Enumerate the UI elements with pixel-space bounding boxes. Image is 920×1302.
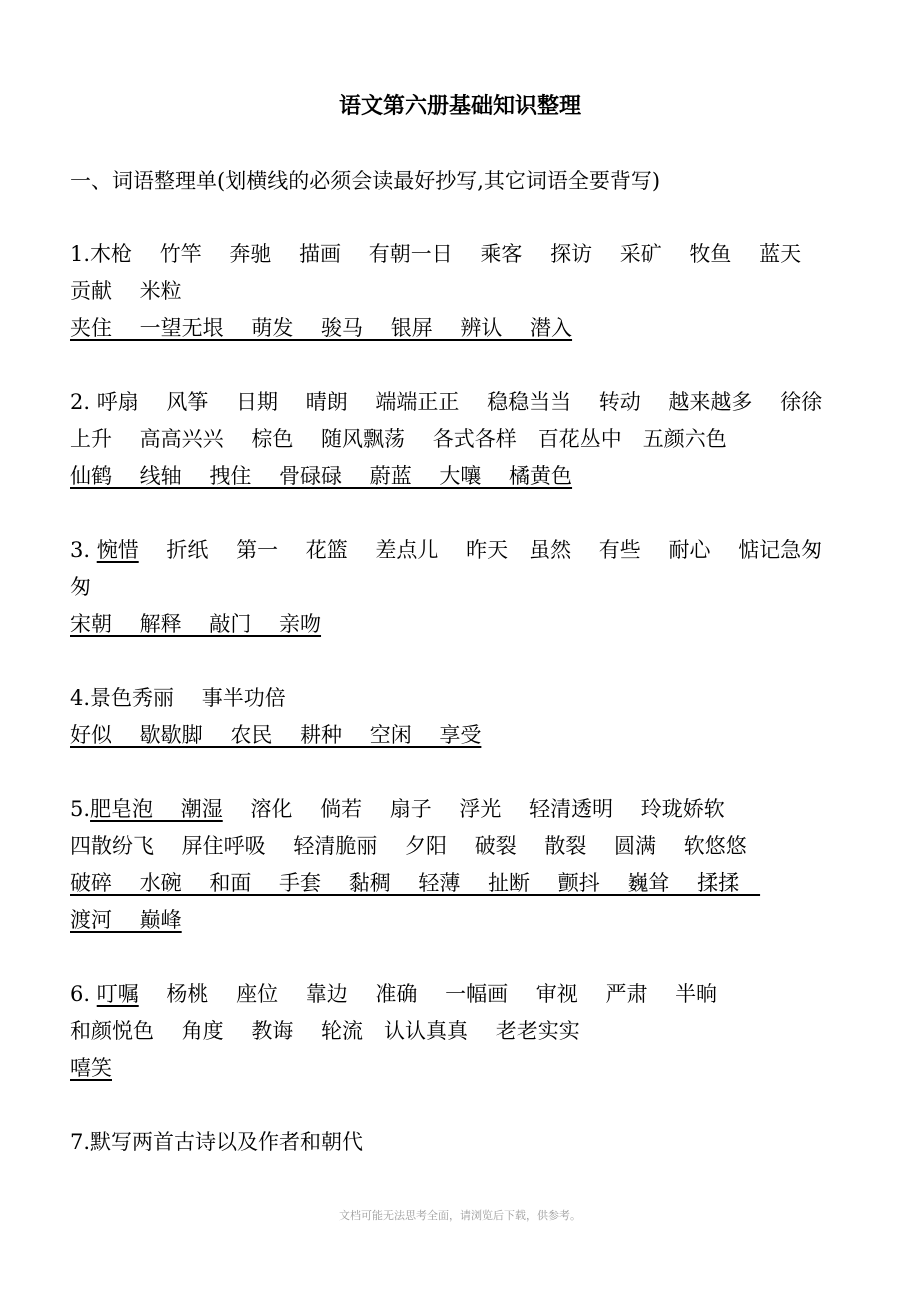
section-5-line-2: 四散纷飞 屏住呼吸 轻清脆丽 夕阳 破裂 散裂 圆满 软悠悠 bbox=[70, 834, 747, 858]
section-heading: 一、词语整理单(划横线的必须会读最好抄写,其它词语全要背写) bbox=[70, 169, 661, 193]
section-5-underlined-words: 肥皂泡 潮湿 bbox=[90, 797, 223, 821]
section-3-line-1 bbox=[70, 532, 822, 568]
section-7-line-1: 7.默写两首古诗以及作者和朝代 bbox=[70, 1130, 364, 1154]
section-1-underlined-line: 夹住 一望无垠 萌发 骏马 银屏 辨认 潜入 bbox=[70, 316, 573, 340]
section-5-rest: 溶化 倘若 扇子 浮光 轻清透明 玲珑娇软 bbox=[222, 797, 725, 821]
section-5-line-1 bbox=[70, 791, 725, 827]
section-6-rest: 杨桃 座位 靠边 准确 一幅画 审视 严肃 半晌 bbox=[138, 982, 718, 1006]
section-5-prefix: 5. bbox=[70, 797, 91, 821]
section-3-prefix: 3. bbox=[70, 538, 97, 562]
page-footer-note: 文档可能无法思考全面，请浏览后下载，供参考。 bbox=[339, 1209, 581, 1222]
section-3-underlined-line: 宋朝 解释 敲门 亲吻 bbox=[70, 612, 322, 636]
section-5-underlined-line-1: 破碎 水碗 和面 手套 黏稠 轻薄 扯断 颤抖 巍耸 揉揉 bbox=[70, 871, 761, 895]
section-5-underlined-line-2: 渡河 巅峰 bbox=[70, 908, 182, 932]
section-2-line-1: 2. 呼扇 风筝 日期 晴朗 端端正正 稳稳当当 转动 越来越多 徐徐 bbox=[70, 390, 823, 414]
section-3-rest: 折纸 第一 花篮 差点儿 昨天 虽然 有些 耐心 惦记急匆 bbox=[138, 538, 823, 562]
page-title: 语文第六册基础知识整理 bbox=[338, 93, 581, 119]
section-6-prefix: 6. bbox=[70, 982, 97, 1006]
section-3-underlined-word: 惋惜 bbox=[96, 538, 139, 562]
section-4-line-1: 4.景色秀丽 事半功倍 bbox=[70, 686, 286, 710]
section-6-underlined-line: 嘻笑 bbox=[70, 1056, 112, 1080]
section-4-underlined-line: 好似 歇歇脚 农民 耕种 空闲 享受 bbox=[70, 723, 482, 747]
section-1-line-1: 1.木枪 竹竿 奔驰 描画 有朝一日 乘客 探访 采矿 牧鱼 蓝天 bbox=[70, 242, 802, 266]
section-6-underlined-word: 叮嘱 bbox=[96, 982, 139, 1006]
section-6-line-2: 和颜悦色 角度 教诲 轮流 认认真真 老老实实 bbox=[70, 1019, 580, 1043]
section-2-line-2: 上升 高高兴兴 棕色 随风飘荡 各式各样 百花丛中 五颜六色 bbox=[70, 427, 727, 451]
section-1-line-2: 贡献 米粒 bbox=[70, 279, 182, 303]
section-3-line-2: 匆 bbox=[70, 575, 91, 599]
section-2-underlined-line: 仙鹤 线轴 拽住 骨碌碌 蔚蓝 大嚷 橘黄色 bbox=[70, 464, 573, 488]
section-6-line-1 bbox=[70, 976, 717, 1012]
